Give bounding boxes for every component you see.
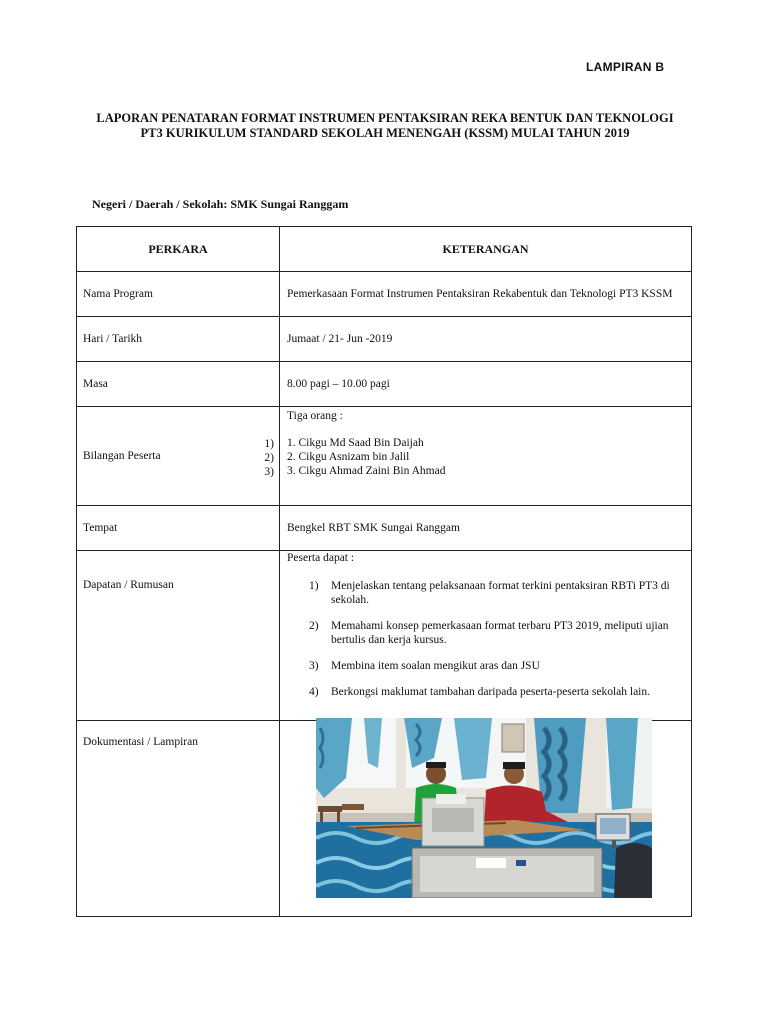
- participants-label: Bilangan Peserta: [83, 450, 161, 462]
- row-label-documentation: Dokumentasi / Lampiran: [77, 721, 280, 917]
- row-label-time: Masa: [77, 362, 280, 407]
- list-item: 1. Cikgu Md Saad Bin Daijah: [287, 437, 424, 449]
- finding-number: 4): [309, 686, 319, 698]
- table-row: [77, 551, 692, 721]
- finding-number: 1): [309, 580, 319, 592]
- list-item: [309, 619, 684, 647]
- row-value-findings: [280, 551, 692, 721]
- header-keterangan: KETERANGAN: [280, 227, 692, 272]
- participant-number: 1): [264, 438, 274, 450]
- list-item: [309, 659, 684, 673]
- workshop-photo: [316, 718, 652, 898]
- row-label-date: Hari / Tarikh: [77, 317, 280, 362]
- list-item: 2. Cikgu Asnizam bin Jalil: [287, 451, 410, 463]
- workshop-photo-illustration: [316, 718, 652, 898]
- row-value-place: Bengkel RBT SMK Sungai Ranggam: [280, 506, 692, 551]
- row-value-time: 8.00 pagi – 10.00 pagi: [280, 362, 692, 407]
- table-row: [77, 506, 692, 551]
- list-item: [309, 685, 684, 699]
- participant-numbers: [264, 437, 274, 479]
- header-perkara: PERKARA: [77, 227, 280, 272]
- annex-label: LAMPIRAN B: [586, 60, 665, 74]
- list-item: 3. Cikgu Ahmad Zaini Bin Ahmad: [287, 465, 446, 477]
- list-item: [309, 579, 684, 607]
- row-value-participants: [280, 407, 692, 506]
- finding-number: 3): [309, 660, 319, 672]
- finding-text: Menjelaskan tentang pelaksanaan format terkini pentaksiran RBTi PT3 di sekolah.: [331, 580, 670, 606]
- finding-text: Berkongsi maklumat tambahan daripada peserta-peserta sekolah lain.: [331, 686, 651, 698]
- row-value-date: Jumaat / 21- Jun -2019: [280, 317, 692, 362]
- table-row: [77, 407, 692, 506]
- participant-number: 3): [264, 466, 274, 478]
- row-label-place: Tempat: [77, 506, 280, 551]
- table-row: [77, 362, 692, 407]
- row-value-program: Pemerkasaan Format Instrumen Pentaksiran Rekabentuk dan Teknologi PT3 KSSM: [280, 272, 692, 317]
- table-header-row: [77, 227, 692, 272]
- finding-text: Membina item soalan mengikut aras dan JSU: [331, 660, 540, 672]
- finding-number: 2): [309, 620, 319, 632]
- row-label-participants: [77, 407, 280, 506]
- table-row: [77, 317, 692, 362]
- participant-list: [287, 436, 684, 478]
- row-label-findings: Dapatan / Rumusan: [77, 551, 280, 721]
- participants-intro: Tiga orang :: [287, 410, 343, 422]
- table-row: [77, 272, 692, 317]
- participant-number: 2): [264, 452, 274, 464]
- school-line: Negeri / Daerah / Sekolah: SMK Sungai Ranggam: [92, 197, 349, 211]
- findings-intro: Peserta dapat :: [287, 552, 355, 564]
- finding-text: Memahami konsep pemerkasaan format terbaru PT3 2019, meliputi ujian bertulis dan kerja kursus.: [331, 620, 669, 646]
- row-label-program: Nama Program: [77, 272, 280, 317]
- report-title: LAPORAN PENATARAN FORMAT INSTRUMEN PENTAKSIRAN REKA BENTUK DAN TEKNOLOGI PT3 KURIKULUM STANDARD SEKOLAH MENENGAH (KSSM) MULAI TAHUN 2019: [96, 111, 674, 140]
